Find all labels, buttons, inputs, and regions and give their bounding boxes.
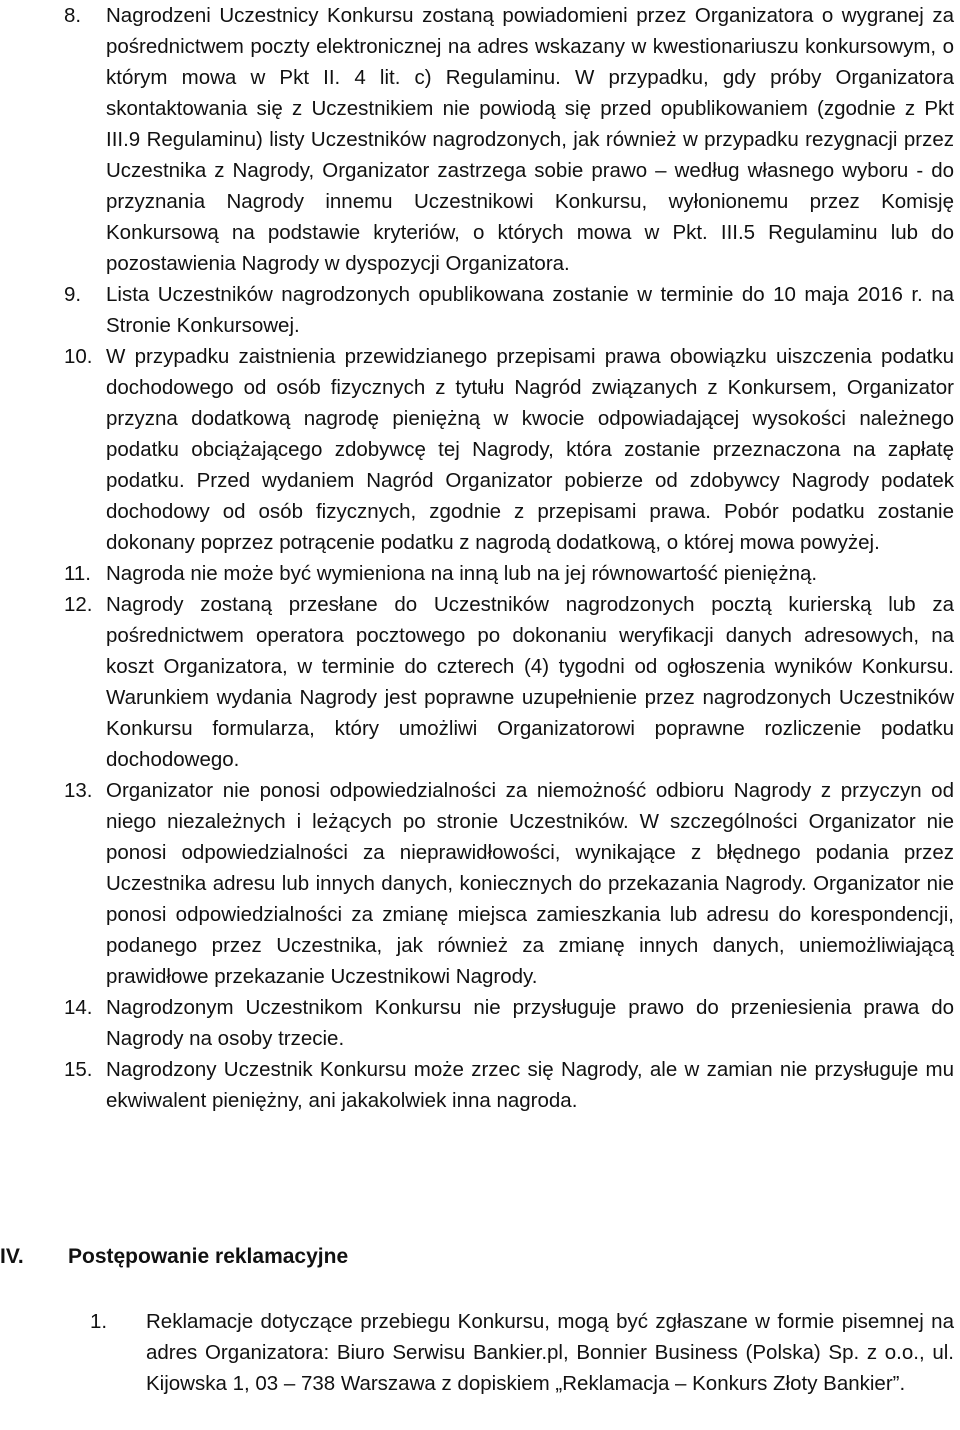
- list-item: [0, 1054, 960, 1116]
- item-number: 15.: [64, 1058, 93, 1081]
- item-text: Nagrodzeni Uczestnicy Konkursu zostaną powiadomieni przez Organizatora o wygranej za pośrednictwem poczty elektronicznej na adres wskazany w kwestionariuszu konkursowym, o którym mowa w Pkt II. 4 lit. c) Regulaminu. W przypadku, gdy próby Organizatora skontaktowania się z Uczestnikiem nie powiodą się przed opublikowaniem (zgodnie z Pkt III.9 Regulaminu) listy Uczestników nagrodzonych, jak również w przypadku rezygnacji przez Uczestnika z Nagrody, Organizator zastrzega sobie prawo – według własnego wyboru - do przyznania Nagrody innemu Uczestnikowi Konkursu, wyłonionemu przez Komisję Konkursową na podstawie kryteriów, o których mowa w Pkt. III.5 Regulaminu lub do pozostawienia Nagrody w dyspozycji Organizatora.: [106, 4, 954, 275]
- item-number: 9.: [64, 283, 82, 306]
- item-number: 11.: [64, 562, 91, 585]
- item-text: W przypadku zaistnienia przewidzianego przepisami prawa obowiązku uiszczenia podatku dochodowego od osób fizycznych z tytułu Nagród związanych z Konkursem, Organizator przyzna dodatkową nagrodę pieniężną w kwocie odpowiadającej wysokości należnego podatku obciążającego zdobywcę tej Nagrody, która zostanie przeznaczona na zapłatę podatku. Przed wydaniem Nagród Organizator pobierze od zdobywcy Nagrody podatek dochodowy od osób fizycznych, zgodnie z przepisami prawa. Pobór podatku zostanie dokonany poprzez potrącenie podatku z nagrodą dodatkową, o której mowa powyżej.: [106, 345, 954, 554]
- item-number: 13.: [64, 779, 93, 802]
- section-title: Postępowanie reklamacyjne: [68, 1245, 349, 1268]
- list-item: [0, 992, 960, 1054]
- section-numeral: IV.: [0, 1245, 24, 1268]
- sub-numbered-list: [0, 1306, 960, 1399]
- item-number: 10.: [64, 345, 93, 368]
- list-item: [0, 558, 960, 589]
- list-item: [0, 279, 960, 341]
- section-heading: [0, 1240, 960, 1274]
- item-text: Organizator nie ponosi odpowiedzialności za niemożność odbioru Nagrody z przyczyn od niego niezależnych i leżących po stronie Uczestników. W szczególności Organizator nie ponosi odpowiedzialności za nieprawidłowości, wynikające z błędnego podania przez Uczestnika adresu lub innych danych, koniecznych do przekazania Nagrody. Organizator nie ponosi odpowiedzialności za zmianę miejsca zamieszkania lub adresu do korespondencji, podanego przez Uczestnika, jak również za zmianę innych danych, uniemożliwiającą prawidłowe przekazanie Uczestnikowi Nagrody.: [106, 779, 954, 988]
- list-item: [0, 589, 960, 775]
- list-item: [0, 775, 960, 992]
- item-number: 1.: [90, 1310, 108, 1333]
- list-item: [0, 1306, 960, 1399]
- item-number: 8.: [64, 4, 82, 27]
- item-text: Reklamacje dotyczące przebiegu Konkursu, mogą być zgłaszane w formie pisemnej na adres Organizatora: Biuro Serwisu Bankier.pl, Bonnier Business (Polska) Sp. z o.o., ul. Kijowska 1, 03 – 738 Warszawa z dopiskiem „Reklamacja – Konkurs Złoty Bankier”.: [146, 1310, 954, 1395]
- item-text: Nagroda nie może być wymieniona na inną lub na jej równowartość pieniężną.: [106, 562, 818, 585]
- item-number: 14.: [64, 996, 93, 1019]
- item-text: Nagrodzony Uczestnik Konkursu może zrzec się Nagrody, ale w zamian nie przysługuje mu ekwiwalent pieniężny, ani jakakolwiek inna nagroda.: [106, 1058, 954, 1112]
- list-item: [0, 0, 960, 279]
- item-number: 12.: [64, 593, 93, 616]
- item-text: Nagrodzonym Uczestnikom Konkursu nie przysługuje prawo do przeniesienia prawa do Nagrody na osoby trzecie.: [106, 996, 954, 1050]
- item-text: Lista Uczestników nagrodzonych opublikowana zostanie w terminie do 10 maja 2016 r. na Stronie Konkursowej.: [106, 283, 954, 337]
- list-item: [0, 341, 960, 558]
- item-text: Nagrody zostaną przesłane do Uczestników nagrodzonych pocztą kurierską lub za pośrednictwem operatora pocztowego po dokonaniu weryfikacji danych adresowych, na koszt Organizatora, w terminie do czterech (4) tygodni od ogłoszenia wyników Konkursu. Warunkiem wydania Nagrody jest poprawne uzupełnienie przez nagrodzonych Uczestników Konkursu formularza, który umożliwi Organizatorowi poprawne rozliczenie podatku dochodowego.: [106, 593, 954, 771]
